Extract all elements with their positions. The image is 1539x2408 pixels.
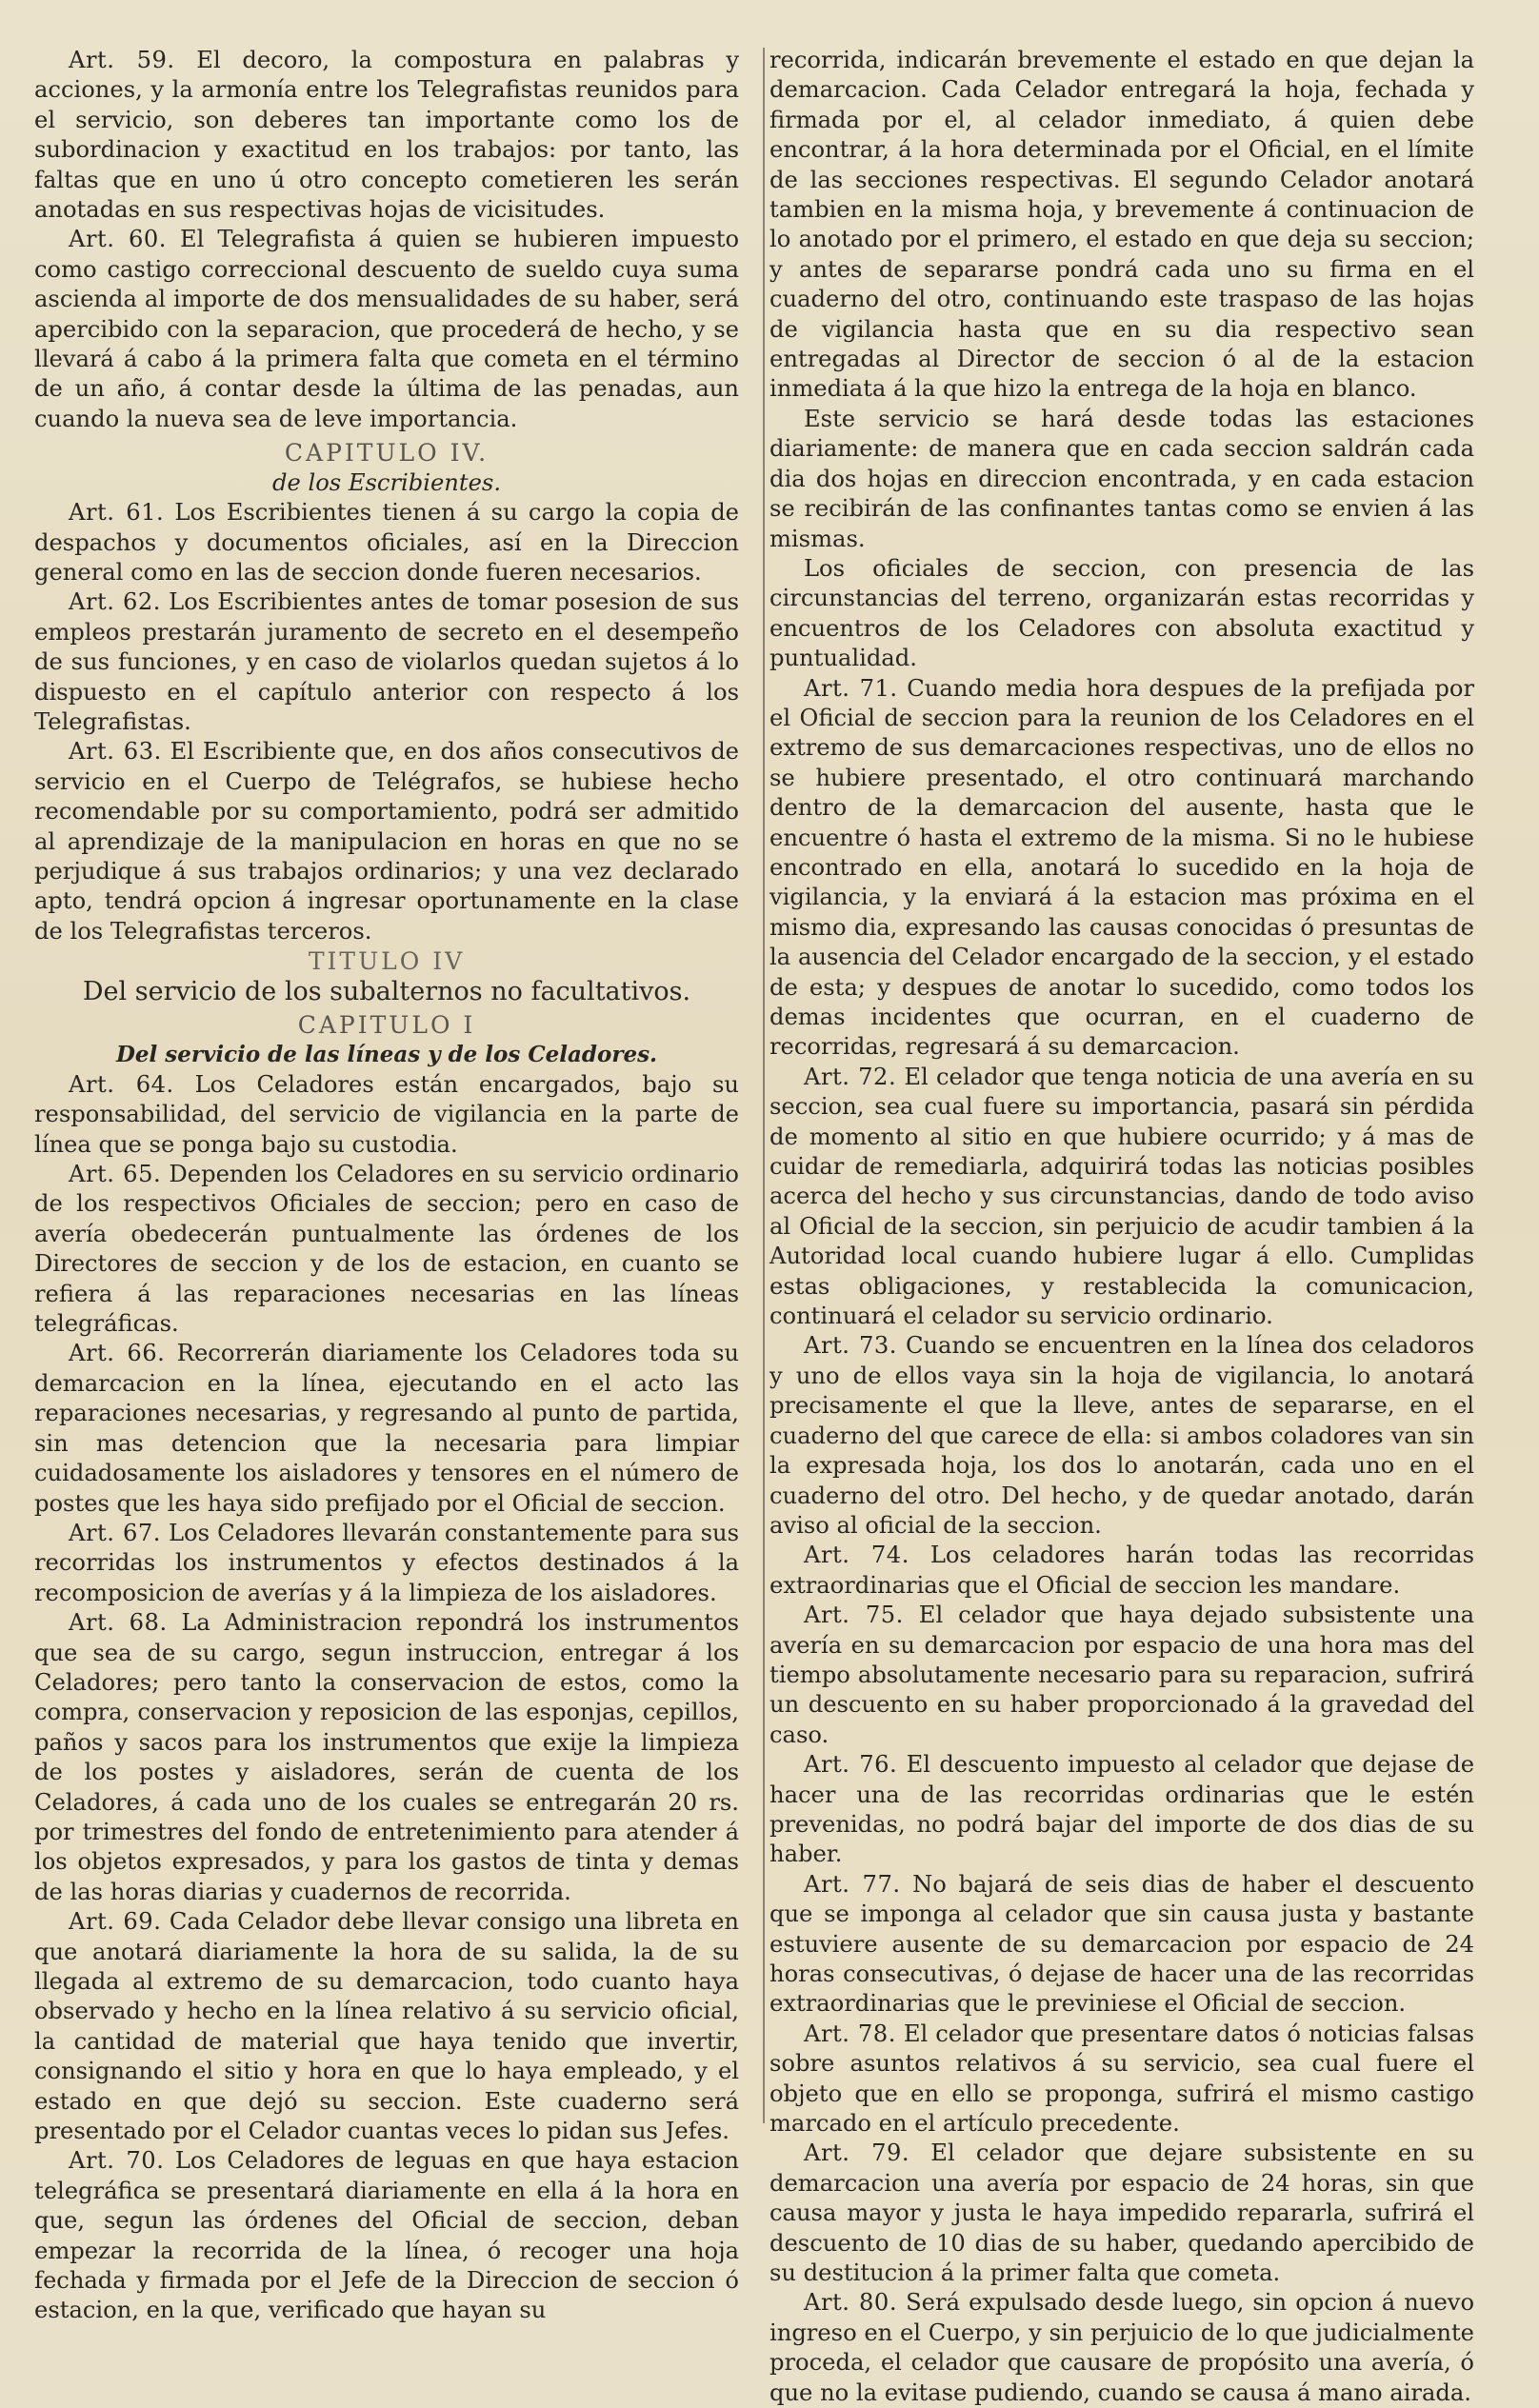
article-paragraph bbox=[770, 2020, 1474, 2139]
article-paragraph bbox=[34, 225, 739, 434]
article-paragraph bbox=[770, 1870, 1474, 2020]
article-number: Art. 71. bbox=[804, 674, 898, 702]
article-text: La Administracion repondrá los instrumentos que sea de su cargo, segun instruccion, entregar á los Celadores; pero tanto la conservacion de estos, como la compra, conservacion y reposicion de las esponjas, cepillos, paños y sacos para los instrumentos que exije la limpieza de los postes y aisladores, serán de cuenta de los Celadores, á cada uno de los cuales se entregarán 20 rs. por trimestres del fondo de entretenimiento para atender á los objetos expresados, y para los gastos de tinta y demas de las horas diarias y cuadernos de recorrida. bbox=[34, 1609, 740, 1905]
article-number: Art. 76. bbox=[804, 1751, 898, 1779]
title-subtitle: Del servicio de los subalternos no facultativos. bbox=[82, 976, 691, 1006]
article-number: Art. 74. bbox=[804, 1542, 909, 1569]
article-paragraph bbox=[34, 1339, 739, 1518]
title-heading: TITULO IV bbox=[308, 947, 466, 976]
article-number: Art. 64. bbox=[69, 1070, 174, 1098]
column-divider bbox=[763, 48, 765, 2123]
article-text: Los Celadores de leguas en que haya estacion telegráfica se presentará diariamente en ella á la hora en que, segun las órdenes del Oficial de seccion, deban empezar la recorrida de la línea, ó recoger una hoja fechada y firmada por el Jefe de la Direccion de seccion ó estacion, en la que, verificado que hayan su bbox=[34, 2147, 739, 2324]
article-paragraph bbox=[770, 1750, 1474, 1870]
article-number: Art. 70. bbox=[69, 2147, 165, 2175]
article-text: El celador que dejare subsistente en su demarcacion una avería por espacio de 24 horas, sin que causa mayor y justa le haya impedido repararla, sufrirá el descuento de 10 dias de su haber, quedando apercibido de su destitucion á la primer falta que cometa. bbox=[770, 2139, 1475, 2287]
chapter-heading: CAPITULO IV. bbox=[284, 439, 490, 468]
article-text: Cuando se encuentren en la línea dos celadoros y uno de ellos vaya sin la hoja de vigilancia, lo anotará precisamente el que la lleve, antes de separarse, en el cuaderno del que carece de ella: si ambos coladores van sin la expresada hoja, los dos lo anotarán, cada uno en el cuaderno del otro. Del hecho, y de quedar anotado, darán aviso al oficial de la seccion. bbox=[770, 1332, 1474, 1539]
article-number: Art. 79. bbox=[804, 2139, 910, 2167]
article-text: El descuento impuesto al celador que dejase de hacer una de las recorridas ordinarias que le estén prevenidas, no podrá bajar del importe de dos dias de su haber. bbox=[770, 1751, 1475, 1868]
article-number: Art. 62. bbox=[69, 588, 162, 616]
chapter-subtitle: Del servicio de las líneas y de los Celadores. bbox=[115, 1042, 658, 1068]
article-paragraph bbox=[34, 2146, 739, 2325]
article-paragraph bbox=[770, 2139, 1474, 2288]
article-number: Art. 67. bbox=[69, 1519, 161, 1546]
article-number: Art. 69. bbox=[69, 1908, 162, 1936]
article-paragraph bbox=[34, 1519, 739, 1608]
right-column bbox=[770, 46, 1474, 2408]
article-text: No bajará de seis dias de haber el descuento que se imponga al celador que sin causa justa y bastante estuviere ausente de su demarcacion por espacio de 24 horas consecutivas, ó dejase de hacer una de las recorridas extraordinarias que le previniese el Oficial de seccion. bbox=[770, 1870, 1475, 2018]
article-number: Art. 77. bbox=[804, 1870, 901, 1898]
article-number: Art. 72. bbox=[804, 1063, 897, 1090]
article-paragraph bbox=[770, 674, 1474, 1063]
article-number: Art. 73. bbox=[804, 1332, 897, 1360]
article-number: Art. 61. bbox=[69, 499, 165, 527]
article-text: El celador que haya dejado subsistente una avería en su demarcacion por espacio de una hora mas del tiempo absolutamente necesario para su reparacion, sufrirá un descuento en su haber proporcionado á la gravedad del caso. bbox=[770, 1602, 1474, 1748]
article-text: El celador que tenga noticia de una avería en su seccion, sea cual fuere su importancia, pasará sin pérdida de momento al sitio en que hubiere ocurrido; y á mas de cuidar de remediarla, adquirirá todas las noticias posibles acerca del hecho y sus circunstancias, dando de todo aviso al Oficial de la seccion, sin perjuicio de acudir tambien á la Autoridad local cuando hubiere lugar á ello. Cumplidas estas obligaciones, y restablecida la comunicacion, continuará el celador su servicio ordinario. bbox=[770, 1063, 1475, 1330]
article-paragraph bbox=[770, 1601, 1474, 1750]
article-number: Art. 65. bbox=[69, 1161, 162, 1188]
article-paragraph bbox=[34, 1070, 739, 1160]
body-paragraph: Este servicio se hará desde todas las estaciones diariamente: de manera que en cada seccion saldrán cada dia dos hojas en direccion encontrada, y en cada estacion se recibirán de las confinantes tantas como se envien á las mismas. bbox=[770, 405, 1474, 552]
article-paragraph bbox=[34, 1608, 739, 1907]
article-text: Será expulsado desde luego, sin opcion á nuevo ingreso en el Cuerpo, y sin perjuicio de lo que judicialmente proceda, el celador que causare de propósito una avería, ó que no la evitase pudiendo, cuando se causa á mano airada. bbox=[770, 2289, 1475, 2406]
article-text: El Telegrafista á quien se hubieren impuesto como castigo correccional descuento de sueldo cuya suma ascienda al importe de dos mensualidades de su haber, será apercibido con la separacion, que procederá de hecho, y se llevará á cabo á la primera falta que cometa en el término de un año, á contar desde la última de las penadas, aun cuando la nueva sea de leve importancia. bbox=[34, 226, 740, 432]
article-paragraph bbox=[34, 587, 739, 737]
article-paragraph bbox=[770, 2288, 1474, 2408]
article-paragraph bbox=[34, 737, 739, 946]
article-number: Art. 63. bbox=[69, 738, 162, 766]
article-number: Art. 78. bbox=[804, 2020, 896, 2047]
article-number: Art. 59. bbox=[69, 47, 175, 73]
article-number: Art. 68. bbox=[69, 1609, 168, 1637]
article-text: Los Celadores están encargados, bajo su responsabilidad, del servicio de vigilancia en la parte de línea que se ponga bajo su custodia. bbox=[34, 1070, 739, 1158]
article-number: Art. 75. bbox=[804, 1602, 904, 1629]
article-text: Recorrerán diariamente los Celadores toda su demarcacion en la línea, ejecutando en el acto las reparaciones necesarias, y regresando al punto de partida, sin mas detencion que la necesaria para limpiar cuidadosamente los aisladores y tensores en el número de postes que les haya sido prefijado por el Oficial de seccion. bbox=[34, 1340, 739, 1517]
article-text: Dependen los Celadores en su servicio ordinario de los respectivos Oficiales de seccion; pero en caso de avería obedecerán puntualmente las órdenes de los Directores de seccion y de los de estacion, en cuanto se refiera á las reparaciones necesarias en las líneas telegráficas. bbox=[34, 1161, 739, 1338]
article-text: El decoro, la compostura en palabras y acciones, y la armonía entre los Telegrafistas reunidos para el servicio, son deberes tan importante como los de subordinacion y exactitud en los trabajos: por tanto, las faltas que en uno ú otro concepto cometieren les serán anotadas en sus respectivas hojas de vicisitudes. bbox=[34, 47, 740, 224]
left-column bbox=[34, 46, 739, 2326]
article-paragraph bbox=[34, 1907, 739, 2146]
article-number: Art. 80. bbox=[804, 2289, 898, 2317]
article-paragraph bbox=[770, 1063, 1474, 1332]
article-paragraph bbox=[34, 498, 739, 587]
article-text: Los Escribientes tienen á su cargo la copia de despachos y documentos oficiales, así en la Direccion general como en las de seccion donde fueren necesarios. bbox=[34, 499, 739, 586]
article-text: Los celadores harán todas las recorridas extraordinarias que el Oficial de seccion les mandare. bbox=[770, 1542, 1475, 1599]
article-text: El Escribiente que, en dos años consecutivos de servicio en el Cuerpo de Telégrafos, se hubiese hecho recomendable por su comportamiento, podrá ser admitido al aprendizaje de la manipulacion en horas en que no se perjudique á sus trabajos ordinarios; y una vez declarado apto, tendrá opcion á ingresar oportunamente en la clase de los Telegrafistas terceros. bbox=[34, 738, 740, 945]
article-paragraph bbox=[770, 1541, 1474, 1601]
article-paragraph bbox=[34, 46, 739, 225]
article-text: Cada Celador debe llevar consigo una libreta en que anotará diariamente la hora de su salida, la de su llegada al extremo de su demarcacion, todo cuanto haya observado y hecho en la línea relativo á su servicio oficial, la cantidad de material que haya tenido que invertir, consignando el sitio y hora en que lo haya empleado, y el estado en que dejó su seccion. Este cuaderno será presentado por el Celador cuantas veces lo pidan sus Jefes. bbox=[34, 1908, 739, 2145]
body-paragraph: Los oficiales de seccion, con presencia de las circunstancias del terreno, organizarán estas recorridas y encuentros de los Celadores con absoluta exactitud y puntualidad. bbox=[770, 554, 1474, 672]
article-text: Cuando media hora despues de la prefijada por el Oficial de seccion para la reunion de los Celadores en el extremo de sus demarcaciones respectivas, uno de ellos no se hubiere presentado, el otro continuará marchando dentro de la demarcacion del ausente, hasta que le encuentre ó hasta el extremo de la misma. Si no le hubiese encontrado en ella, anotará lo sucedido en la hoja de vigilancia, y la enviará á la estacion mas próxima en el mismo dia, expresando las causas conocidas ó presuntas de la ausencia del Celador encargado de la seccion, y el estado de esta; y despues de anotar lo sucedido, como todos los demas incidentes que ocurran, en el cuaderno de recorridas, regresará á su demarcacion. bbox=[770, 674, 1475, 1061]
article-number: Art. 60. bbox=[69, 226, 167, 253]
article-number: Art. 66. bbox=[69, 1340, 166, 1367]
continued-paragraph: recorrida, indicarán brevemente el estado en que dejan la demarcacion. Cada Celador entregará la hoja, fechada y firmada por el, al celador inmediato, á quien debe encontrar, á la hora determinada por el Oficial, en el límite de las secciones respectivas. El segundo Celador anotará tambien en la misma hoja, y brevemente á continuacion de lo anotado por el primero, el estado en que deja su seccion; y antes de separarse pondrá cada uno su firma en el cuaderno del otro, continuando este traspaso de las hojas de vigilancia hasta que en su dia respectivo sean entregadas al Director de seccion ó al de la estacion inmediata á la que hizo la entrega de la hoja en blanco. bbox=[770, 47, 1474, 403]
article-text: Los Escribientes antes de tomar posesion de sus empleos prestarán juramento de secreto en el desempeño de sus funciones, y en caso de violarlos quedan sujetos á lo dispuesto en el capítulo anterior con respecto á los Telegrafistas. bbox=[34, 588, 739, 735]
article-paragraph bbox=[34, 1160, 739, 1339]
chapter-subtitle: de los Escribientes. bbox=[271, 468, 502, 496]
article-text: El celador que presentare datos ó noticias falsas sobre asuntos relativos á su servicio, sea cual fuere el objeto que en ello se proponga, sufrirá el mismo castigo marcado en el artículo precedente. bbox=[770, 2020, 1475, 2138]
chapter-heading: CAPITULO I bbox=[297, 1011, 476, 1039]
article-paragraph bbox=[770, 1331, 1474, 1541]
article-text: Los Celadores llevarán constantemente para sus recorridas los instrumentos y efectos destinados á la recomposicion de averías y á la limpieza de los aisladores. bbox=[34, 1519, 739, 1606]
